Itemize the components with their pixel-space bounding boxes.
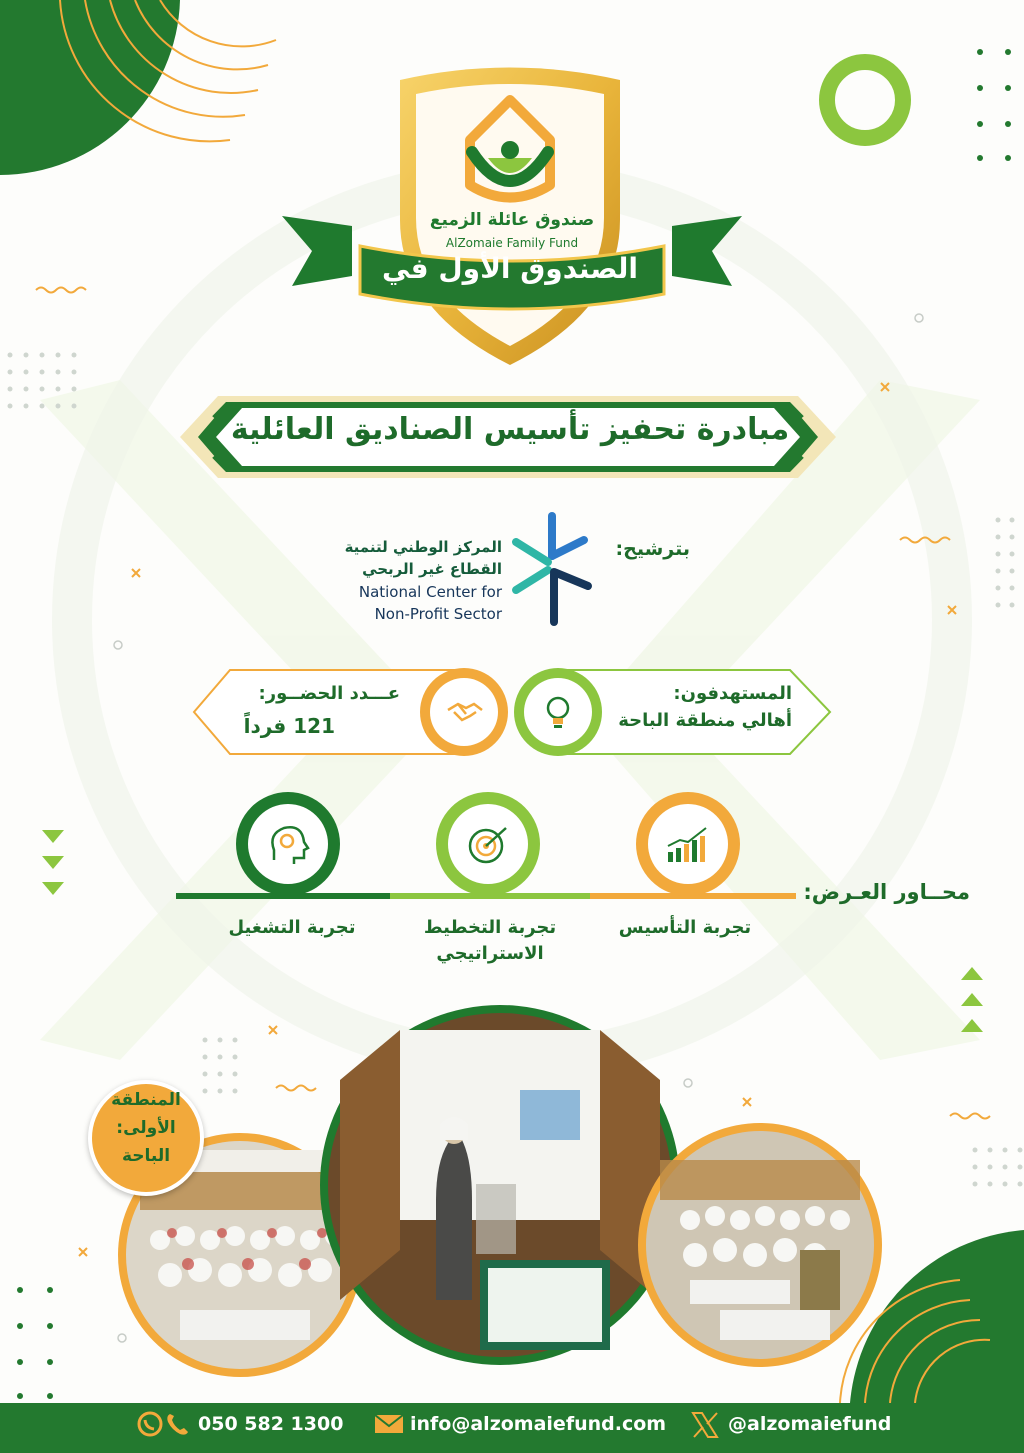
phone-number[interactable]: 050 582 1300 [198, 1413, 344, 1435]
axes-label: محــاور العـرض: [803, 880, 970, 904]
axis-operation [212, 915, 372, 941]
region-label-1: المنطقة [111, 1090, 181, 1110]
initiative-title: مبادرة تحفيز تأسيس الصناديق العائلية [230, 412, 790, 447]
ncnp-name-ar-2: القطاع غير الربحي [362, 560, 502, 578]
photo-audience-right [638, 1123, 882, 1367]
nomination-label: بترشيح: [615, 538, 690, 560]
ncnp-name-ar-1: المركز الوطني لتنمية [344, 538, 502, 556]
axes-timeline [170, 786, 810, 906]
attendance-value: 121 فرداً [243, 714, 335, 738]
email-icon[interactable] [374, 1412, 404, 1436]
axis-strategic-label-1: تجربة التخطيط [423, 917, 557, 938]
axis-operation-label: تجربة التشغيل [228, 917, 356, 938]
axis-founding [610, 915, 760, 941]
region-label-2: الأولى: [116, 1118, 176, 1138]
fund-name-arabic: صندوق عائلة الزميع [429, 210, 595, 230]
fund-name-english: AlZomaie Family Fund [445, 236, 579, 250]
twitter-handle[interactable]: @alzomaiefund [728, 1413, 892, 1435]
ncnp-name-en-2: Non-Profit Sector [374, 605, 502, 623]
ribbon-title: الصندوق الأول في [381, 252, 639, 285]
email-address[interactable]: info@alzomaiefund.com [410, 1413, 667, 1435]
axis-strategic-planning [410, 915, 570, 967]
ncnp-name-en-1: National Center for [358, 583, 502, 601]
phone-whatsapp-icon[interactable] [136, 1410, 196, 1438]
attendance-label: عـــدد الحضــور: [258, 683, 400, 704]
ncnp-logo-icon [508, 512, 598, 630]
axis-founding-label: تجربة التأسيس [618, 917, 752, 938]
x-twitter-icon[interactable] [690, 1410, 720, 1440]
event-photos [100, 1000, 900, 1380]
photo-speaker-center [320, 1005, 680, 1365]
axis-strategic-label-2: الاستراتيجي [436, 943, 544, 964]
target-value: أهالي منطقة الباحة [618, 710, 792, 731]
region-label-3: الباحة [121, 1146, 171, 1166]
target-label: المستهدفون: [673, 683, 792, 704]
